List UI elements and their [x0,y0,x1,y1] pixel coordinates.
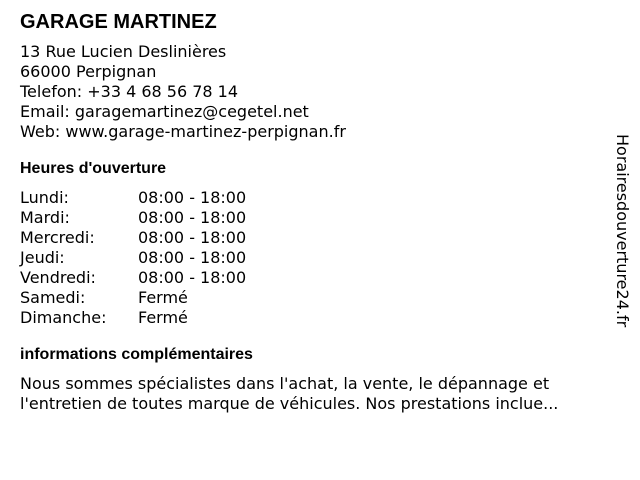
day-hours: 08:00 - 18:00 [138,228,247,247]
email-line: Email: garagemartinez@cegetel.net [20,102,309,121]
day-label: Samedi: [20,288,86,307]
opening-hours-heading: Heures d'ouverture [20,160,167,177]
day-hours: Fermé [138,288,188,307]
day-label: Lundi: [20,188,69,207]
day-label: Vendredi: [20,268,96,287]
hours-row-saturday [20,288,610,308]
hours-row-thursday [20,248,610,268]
hours-row-sunday [20,308,610,328]
web-line: Web: www.garage-martinez-perpignan.fr [20,122,346,141]
additional-info-text: Nous sommes spécialistes dans l'achat, la vente, le dépannage et l'entretien de toutes marque de véhicules. Nos prestations inclue... [20,374,559,413]
day-label: Mercredi: [20,228,95,247]
day-label: Mardi: [20,208,70,227]
day-label: Dimanche: [20,308,107,327]
day-hours: 08:00 - 18:00 [138,188,247,207]
hours-row-friday [20,268,610,288]
business-name: GARAGE MARTINEZ [20,11,217,33]
day-hours: 08:00 - 18:00 [138,248,247,267]
address-city: 66000 Perpignan [20,62,157,81]
phone-line: Telefon: +33 4 68 56 78 14 [20,82,239,101]
hours-row-tuesday [20,208,610,228]
additional-info-heading: informations complémentaires [20,346,253,363]
hours-row-wednesday [20,228,610,248]
day-hours: 08:00 - 18:00 [138,208,247,227]
address-street: 13 Rue Lucien Deslinières [20,42,227,61]
day-label: Jeudi: [20,248,65,267]
business-card [20,10,610,414]
day-hours: 08:00 - 18:00 [138,268,247,287]
day-hours: Fermé [138,308,188,327]
site-watermark: Horairesdouverture24.fr [613,134,632,328]
hours-row-monday [20,188,610,208]
